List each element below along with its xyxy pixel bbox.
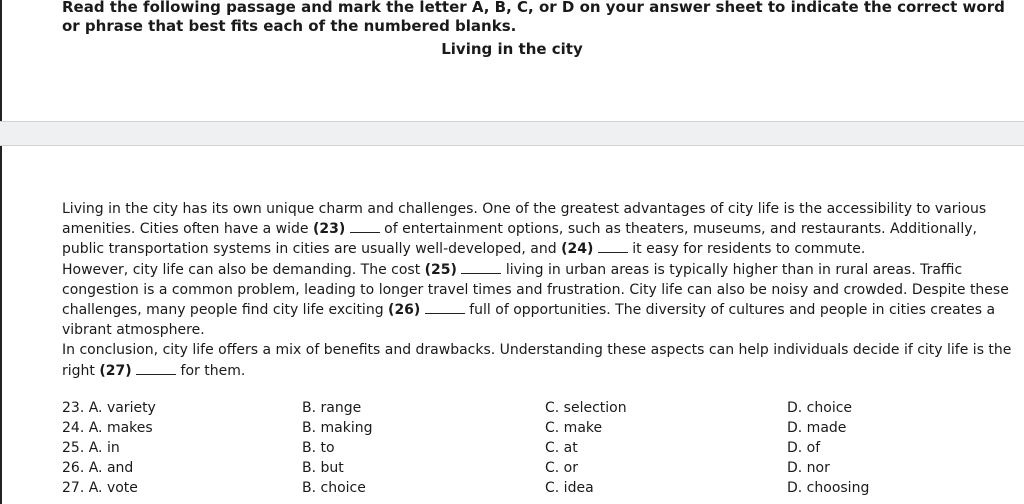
blank-23: [350, 220, 380, 233]
option-a: 27. A. vote: [62, 480, 138, 496]
passage-text: In conclusion, city life offers a mix of benefits and drawbacks. Understanding these aspects can help individuals decide if city life is the right: [62, 342, 1012, 379]
passage-text: living in urban areas is typically higher than in rural areas. Traffic congestion is a common problem, leading to longer travel times and frustration. City life can also be noisy and crowded. Despite these challenges, many people find city life exciting: [62, 261, 1009, 319]
option-row-23: [62, 400, 1012, 420]
blank-24: [598, 240, 628, 253]
instruction-text: Read the following passage and mark the letter A, B, C, or D on your answer sheet to indicate the correct word or phrase that best fits each of the numbered blanks.: [62, 0, 1005, 35]
option-c: C. idea: [545, 480, 594, 496]
paragraph-3: [62, 340, 1012, 380]
passage-text: for them.: [180, 362, 246, 379]
blank-number-25: (25): [424, 261, 457, 278]
blank-number-24: (24): [561, 241, 594, 258]
answer-options: [62, 400, 1012, 500]
left-border: [0, 0, 2, 504]
passage-text: it easy for residents to commute.: [632, 241, 866, 258]
option-a: 25. A. in: [62, 440, 120, 456]
option-b: B. making: [302, 420, 373, 436]
passage-title: Living in the city: [441, 40, 583, 58]
divider-band: [0, 121, 1024, 146]
blank-number-26: (26): [388, 302, 421, 319]
option-row-27: [62, 480, 1012, 500]
option-row-25: [62, 440, 1012, 460]
blank-number-27: (27): [99, 362, 132, 379]
passage-text: of entertainment options, such as theaters, museums, and restaurants. Additionally, public transportation systems in cities are usually well-developed, and: [62, 221, 977, 258]
option-d: D. choosing: [787, 480, 870, 496]
passage-body: [62, 199, 1012, 381]
option-c: C. at: [545, 440, 578, 456]
paragraph-1: [62, 199, 1012, 260]
option-b: B. but: [302, 460, 344, 476]
option-c: C. make: [545, 420, 603, 436]
passage-text: Living in the city has its own unique charm and challenges. One of the greatest advantages of city life is the accessibility to various amenities. Cities often have a wide: [62, 201, 987, 238]
option-a: 23. A. variety: [62, 400, 156, 416]
option-b: B. to: [302, 440, 335, 456]
option-d: D. of: [787, 440, 821, 456]
blank-26: [425, 301, 465, 314]
option-d: D. choice: [787, 400, 853, 416]
blank-27: [136, 362, 176, 375]
option-a: 24. A. makes: [62, 420, 153, 436]
option-c: C. or: [545, 460, 578, 476]
option-row-24: [62, 420, 1012, 440]
paragraph-2: [62, 260, 1012, 341]
option-a: 26. A. and: [62, 460, 134, 476]
option-c: C. selection: [545, 400, 627, 416]
blank-25: [461, 261, 501, 274]
blank-number-23: (23): [312, 221, 346, 238]
option-d: D. nor: [787, 460, 830, 476]
passage-text: However, city life can also be demanding. The cost: [62, 261, 421, 278]
option-b: B. range: [302, 400, 362, 416]
passage-text: full of opportunities. The diversity of cultures and people in cities creates a vibrant atmosphere.: [62, 302, 996, 339]
option-b: B. choice: [302, 480, 366, 496]
option-d: D. made: [787, 420, 847, 436]
option-row-26: [62, 460, 1012, 480]
